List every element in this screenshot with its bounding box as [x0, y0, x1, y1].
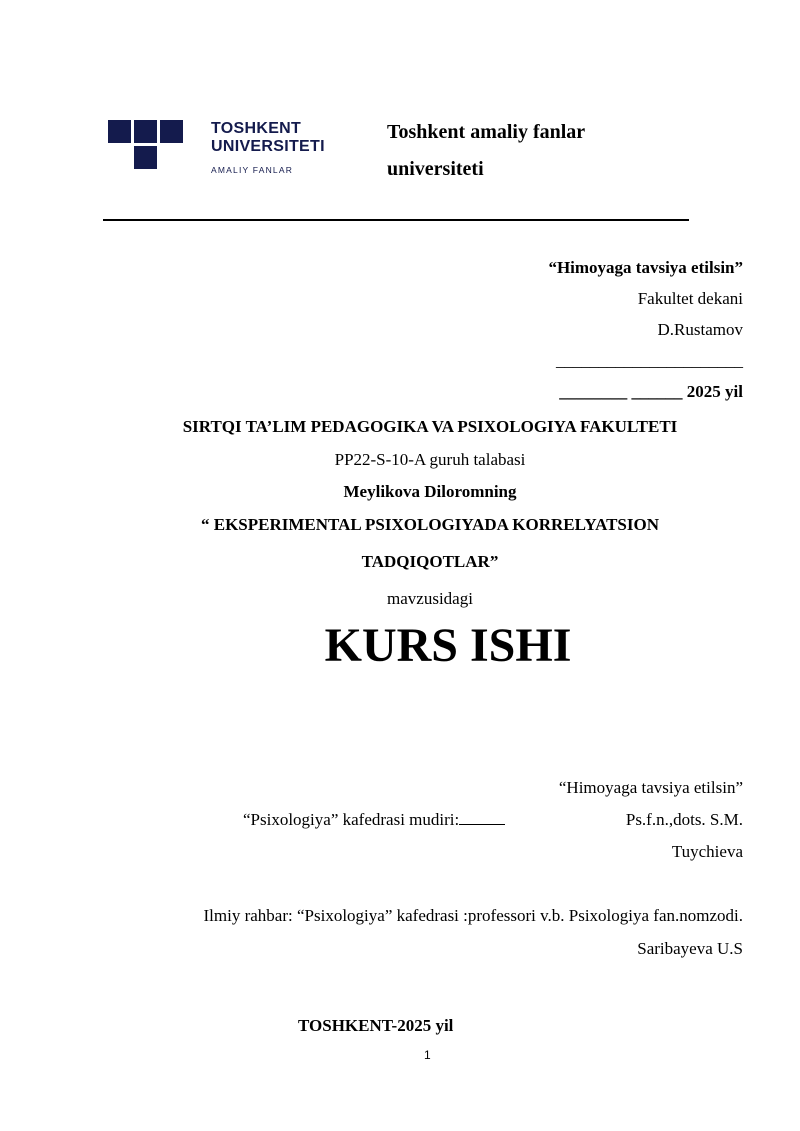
signature-underline — [459, 824, 505, 825]
department-head-name-line2: Tuychieva — [671, 842, 743, 861]
student-name: Meylikova Diloromning — [343, 482, 517, 501]
logo-square — [134, 120, 157, 143]
approval-name: D.Rustamov — [657, 320, 743, 339]
department-recommend: “Himoyaga tavsiya etilsin” — [558, 778, 743, 797]
university-logo — [108, 120, 348, 180]
university-name-line2: universiteti — [387, 158, 484, 180]
document-type-title: KURS ISHI — [324, 619, 572, 672]
logo-square — [134, 146, 157, 169]
supervisor-line2: Saribayeva U.S — [637, 939, 743, 958]
city-year: TOSHKENT-2025 yil — [298, 1016, 454, 1035]
department-head-label-text: “Psixologiya” kafedrasi mudiri: — [243, 810, 460, 829]
logo-text-line1: TOSHKENT — [211, 120, 302, 137]
department-head-name-line1: Ps.f.n.,dots. S.M. — [625, 810, 743, 829]
topic-line2: TADQIQOTLAR” — [361, 552, 499, 571]
logo-text-line3: AMALIY FANLAR — [211, 165, 294, 175]
page-number: 1 — [424, 1048, 431, 1062]
university-name-line1: Toshkent amaliy fanlar — [387, 121, 586, 143]
logo-square — [160, 120, 183, 143]
supervisor-line1: Ilmiy rahbar: “Psixologiya” kafedrasi :professori v.b. Psixologiya fan.nomzodi. — [203, 906, 743, 925]
faculty-name: SIRTQI TA’LIM PEDAGOGIKA VA PSIXOLOGIYA FAKULTETI — [182, 417, 678, 436]
topic-suffix: mavzusidagi — [387, 589, 473, 608]
topic-line1: “ EKSPERIMENTAL PSIXOLOGIYADA KORRELYATSION — [200, 515, 660, 534]
approval-date-line: ________ ______ 2025 yil — [559, 382, 743, 401]
approval-position: Fakultet dekani — [637, 289, 743, 308]
university-name — [387, 114, 585, 188]
logo-square — [108, 120, 131, 143]
student-group: PP22-S-10-A guruh talabasi — [334, 450, 526, 469]
header-divider — [103, 219, 689, 221]
logo-text-line2: UNIVERSITETI — [211, 138, 325, 155]
approval-signature-line: ______________________ — [556, 351, 743, 370]
approval-title: “Himoyaga tavsiya etilsin” — [548, 258, 743, 277]
dean-approval-block — [548, 252, 743, 407]
department-head-label — [243, 810, 505, 830]
